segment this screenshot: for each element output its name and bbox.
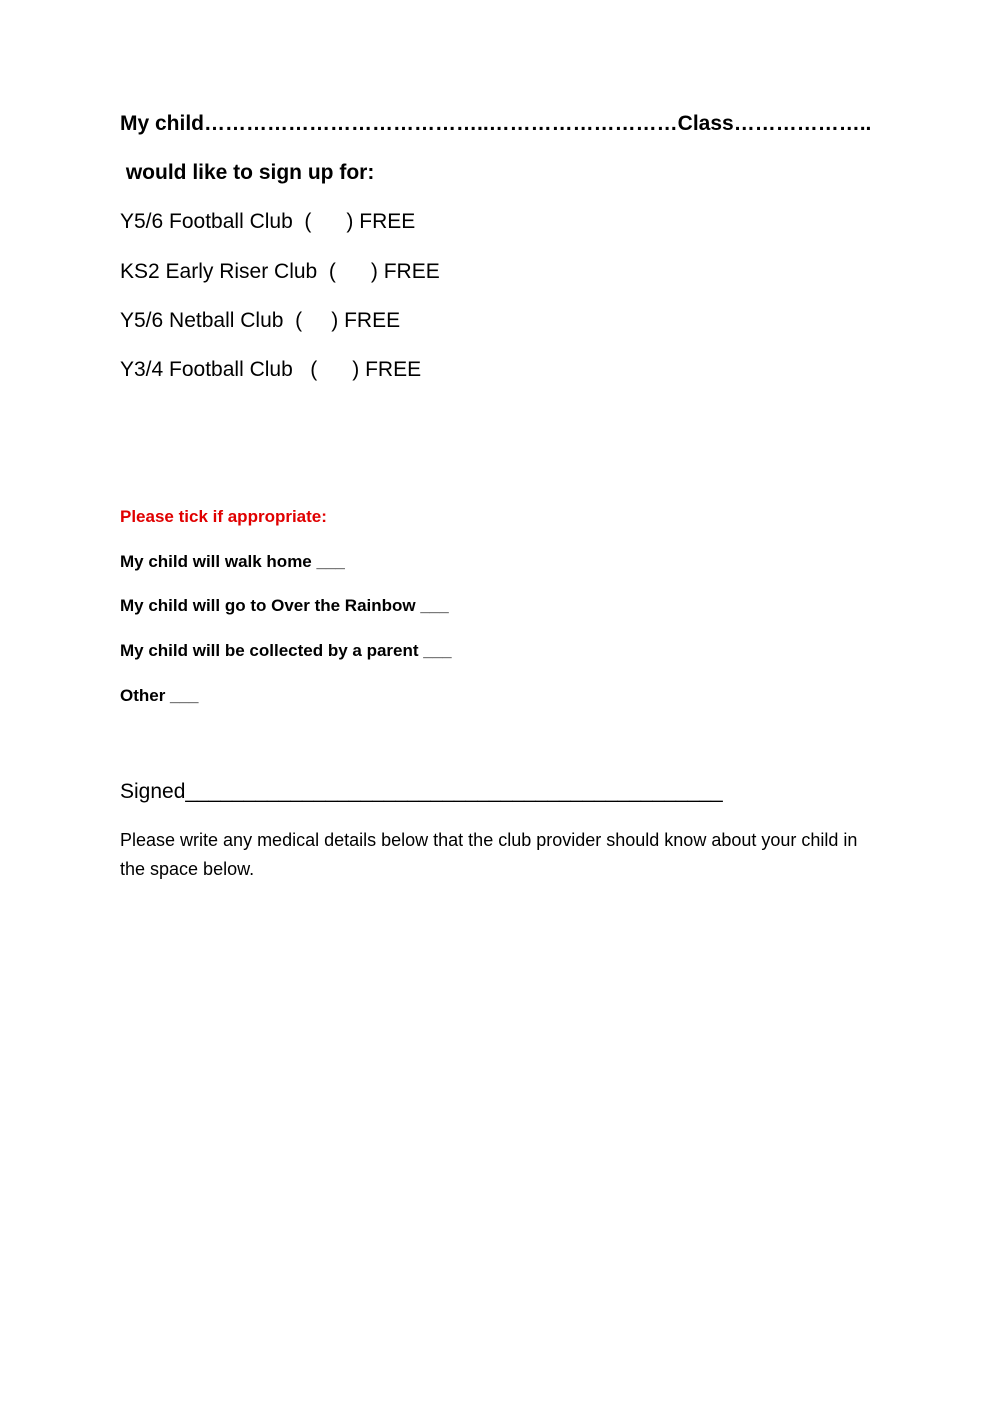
option-over-the-rainbow: My child will go to Over the Rainbow ___ (120, 596, 449, 615)
child-class-line: My child…………………………………..………………………Class……………….. (120, 112, 872, 135)
signature-line: Signed______________________________________________ (120, 780, 723, 803)
option-walk-home: My child will walk home ___ (120, 552, 345, 571)
club-option-y56-football: Y5/6 Football Club ( ) FREE (120, 210, 416, 233)
club-option-y34-football: Y3/4 Football Club ( ) FREE (120, 358, 422, 381)
sign-up-heading: would like to sign up for: (120, 161, 375, 184)
option-other: Other ___ (120, 686, 199, 705)
club-option-y56-netball: Y5/6 Netball Club ( ) FREE (120, 309, 401, 332)
tick-heading: Please tick if appropriate: (120, 507, 327, 526)
medical-details-instructions: Please write any medical details below that the club provider should know about your child in the space below. (120, 830, 858, 879)
option-collected-by-parent: My child will be collected by a parent ___ (120, 641, 452, 660)
club-option-ks2-early-riser: KS2 Early Riser Club ( ) FREE (120, 260, 440, 283)
